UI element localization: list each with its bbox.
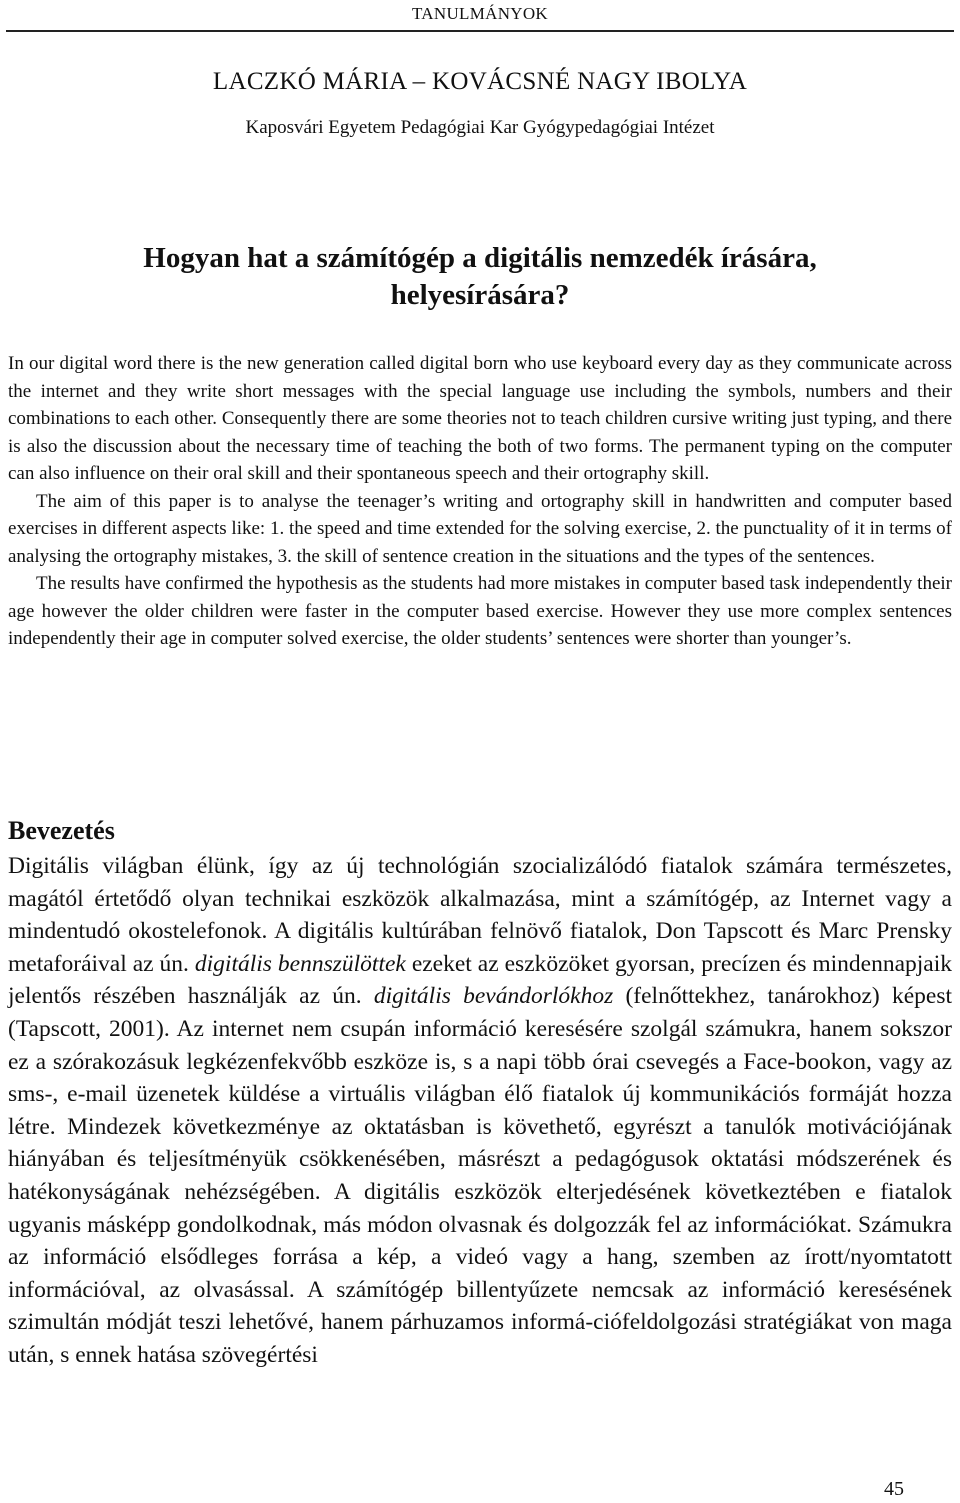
paper-title: [0, 240, 960, 314]
body-text-segment-2: ezeket az eszközöket gyorsan, precízen és mindennapjaik jelentős részében használják az ún.: [8, 950, 952, 1010]
authors: LACZKÓ MÁRIA – KOVÁCSNÉ NAGY IBOLYA: [212, 68, 748, 95]
running-header: TANULMÁNYOK: [411, 4, 549, 23]
abstract-paragraph-3: The results have confirmed the hypothesis as the students had more mistakes in computer based task independently their age however the older children were faster in the computer based exercise. However they use more complex sentences independently their age in computer solved exercise, the older students’ sentences were shorter than younger’s.: [8, 573, 952, 649]
body-text-segment-3: (felnőttekhez, tanárokhoz) képest (Tapscott, 2001). Az internet nem csupán információ keresésére szolgál számukra, hanem sokszor ez a szórakozásuk legkézenfekvőbb eszköze is, s a napi több órai csevegés a Face-bookon, vagy az sms-, e-mail üzenetek küldése a virtuális világban élő fiatalok új kommunikációs formáját hozza létre. Mindezek következménye az oktatásban is követhető, egyrészt a tanulók motivációjának hiányában és teljesítményük csökkenésében, másrészt a pedagógusok oktatási módszerének és hatékonyságának nehézségében. A digitális eszközök elterjedésének következtében e fiatalok ugyanis másképp gondolkodnak, más módon olvasnak és dolgozzák fel az információkat. Számukra az információ elsődleges forrása a kép, a videó vagy a hang, szemben az írott/nyomtatott információval, az olvasással. A számítógép billentyűzete nemcsak az információ keresésének szimultán módját teszi lehetővé, hanem párhuzamos informá-ciófeldolgozási stratégiákat von maga után, s ennek hatása szövegértési: [8, 983, 953, 1368]
body-paragraph: [8, 850, 952, 1372]
affiliation: Kaposvári Egyetem Pedagógiai Kar Gyógypedagógiai Intézet: [245, 117, 715, 138]
section-heading: Bevezetés: [8, 816, 115, 845]
abstract: [8, 350, 952, 653]
body-text-segment-1: Digitális világban élünk, így az új technológián szocializálódó fiatalok számára természetes, magától értetődő olyan technikai eszközök alkalmazása, mint a számítógép, az Internet vagy a mindentudó okostelefonok. A digitális kultúrában felnövő fiatalok, Don Tapscott és Marc Prensky metaforáival az ún.: [8, 853, 952, 977]
body-paragraph-text: [8, 850, 952, 1372]
title-line-1: Hogyan hat a számítógép a digitális nemzedék írására,: [143, 242, 817, 274]
header-rule: [6, 30, 954, 32]
italic-term-2: digitális bevándorlókhoz: [373, 983, 614, 1010]
italic-term-1: digitális bennszülöttek: [194, 950, 406, 977]
abstract-paragraph-2: The aim of this paper is to analyse the teenager’s writing and ortography skill in handwritten and computer based exercises in different aspects like: 1. the speed and time extended for the solving exercise, 2. the punctuality of it in terms of analysing the ortography mistakes, 3. the skill of sentence creation in the situations and the types of the sentences.: [8, 490, 952, 567]
page-number: 45: [884, 1478, 904, 1500]
abstract-paragraph-1: In our digital word there is the new generation called digital born who use keyboard every day as they communicate across the internet and they write short messages with the special language use including the symbols, numbers and their combinations to each other. Consequently there are some theories not to teach children cursive writing just typing, and there is also the discussion about the necessary time of teaching the both of two forms. The permanent typing on the computer can also influence on their oral skill and their spontaneous speech and their ortography skill.: [8, 353, 952, 484]
title-line-2: helyesírására?: [390, 279, 570, 311]
